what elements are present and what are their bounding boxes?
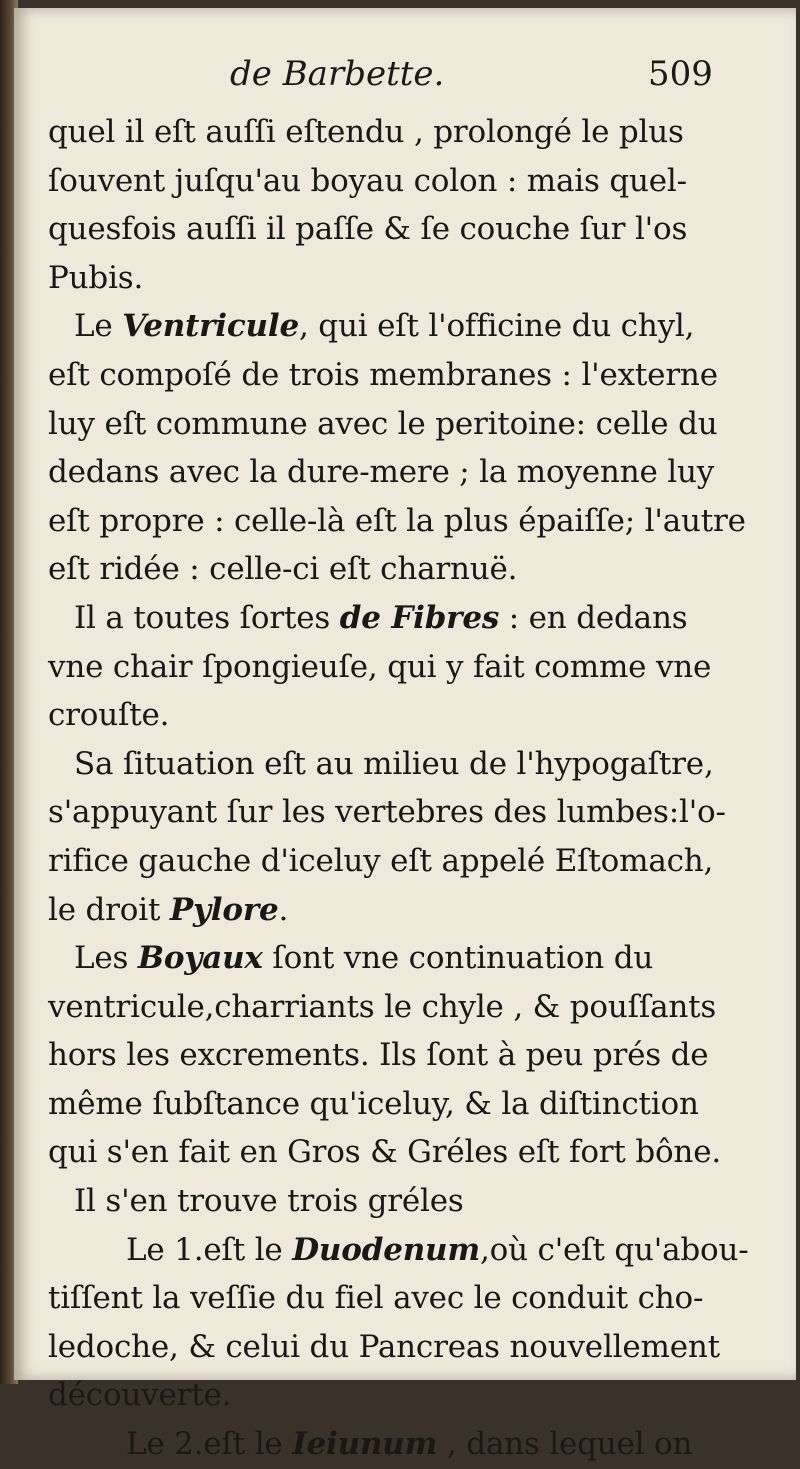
italic-term: Ventricule: [122, 308, 299, 345]
text-line: Il a toutes ſortes de Fibres : en dedans: [74, 599, 688, 636]
text-line: même ſubſtance qu'iceluy, & la diſtinction: [48, 1085, 699, 1122]
text-line: qui s'en fait en Gros & Gréles eſt fort bône.: [48, 1134, 722, 1171]
text-line: s'appuyant ſur les vertebres des lumbes:l'o-: [48, 794, 726, 831]
text-line: eſt ridée : celle-ci eſt charnuë.: [48, 551, 518, 588]
italic-term: Ieiunum: [292, 1426, 438, 1463]
text-line: quesfois auſſi il paſſe & ſe couche ſur l'os: [48, 211, 688, 248]
text-line: hors les excrements. Ils ſont à peu prés de: [48, 1037, 709, 1074]
text-line: Le 2.eſt le Ieiunum , dans lequel on: [126, 1426, 693, 1463]
text-line: ſouvent juſqu'au boyau colon : mais quel-: [48, 162, 687, 199]
text-line: quel il eſt auſſi eſtendu , prolongé le plus: [48, 114, 684, 150]
italic-term: de Fibres: [339, 599, 500, 636]
page-header: [14, 54, 796, 104]
page-number: 509: [648, 54, 713, 94]
text-line: eſt compoſé de trois membranes : l'externe: [48, 356, 718, 393]
italic-term: Pylore: [169, 891, 279, 928]
text-line: rifice gauche d'iceluy eſt appelé Eſtomach,: [48, 842, 714, 879]
text-line: eſt propre : celle-là eſt la plus épaiſſe; l'autre: [48, 502, 746, 539]
text-line: Le Ventricule, qui eſt l'officine du chyl,: [74, 308, 695, 345]
book-page: [14, 8, 796, 1463]
text-line: Pubis.: [48, 259, 144, 296]
body-text: [48, 108, 758, 1469]
text-line: vne chair ſpongieuſe, qui y fait comme vne: [48, 648, 712, 685]
text-line: découverte.: [48, 1377, 232, 1414]
text-line: Il s'en trouve trois gréles: [74, 1183, 464, 1220]
text-line: ledoche, & celui du Pancreas nouvellement: [48, 1328, 720, 1365]
text-line: le droit Pylore.: [48, 891, 289, 928]
italic-term: Boyaux: [137, 940, 263, 977]
text-line: crouſte.: [48, 697, 170, 734]
running-head: de Barbette.: [230, 54, 445, 94]
text-line: luy eſt commune avec le peritoine: celle du: [48, 405, 718, 442]
text-line: Les Boyaux ſont vne continuation du: [74, 940, 654, 977]
text-line: Sa ſituation eſt au milieu de l'hypogaſtre,: [74, 745, 714, 782]
text-line: Le 1.eſt le Duodenum,où c'eſt qu'abou-: [126, 1231, 749, 1268]
text-line: ventricule,charriants le chyle , & pouſſants: [48, 988, 717, 1025]
text-line: dedans avec la dure-mere ; la moyenne luy: [48, 454, 715, 491]
text-line: tiſſent la veſſie du fiel avec le conduit cho-: [48, 1280, 704, 1317]
italic-term: Duodenum: [292, 1231, 480, 1268]
